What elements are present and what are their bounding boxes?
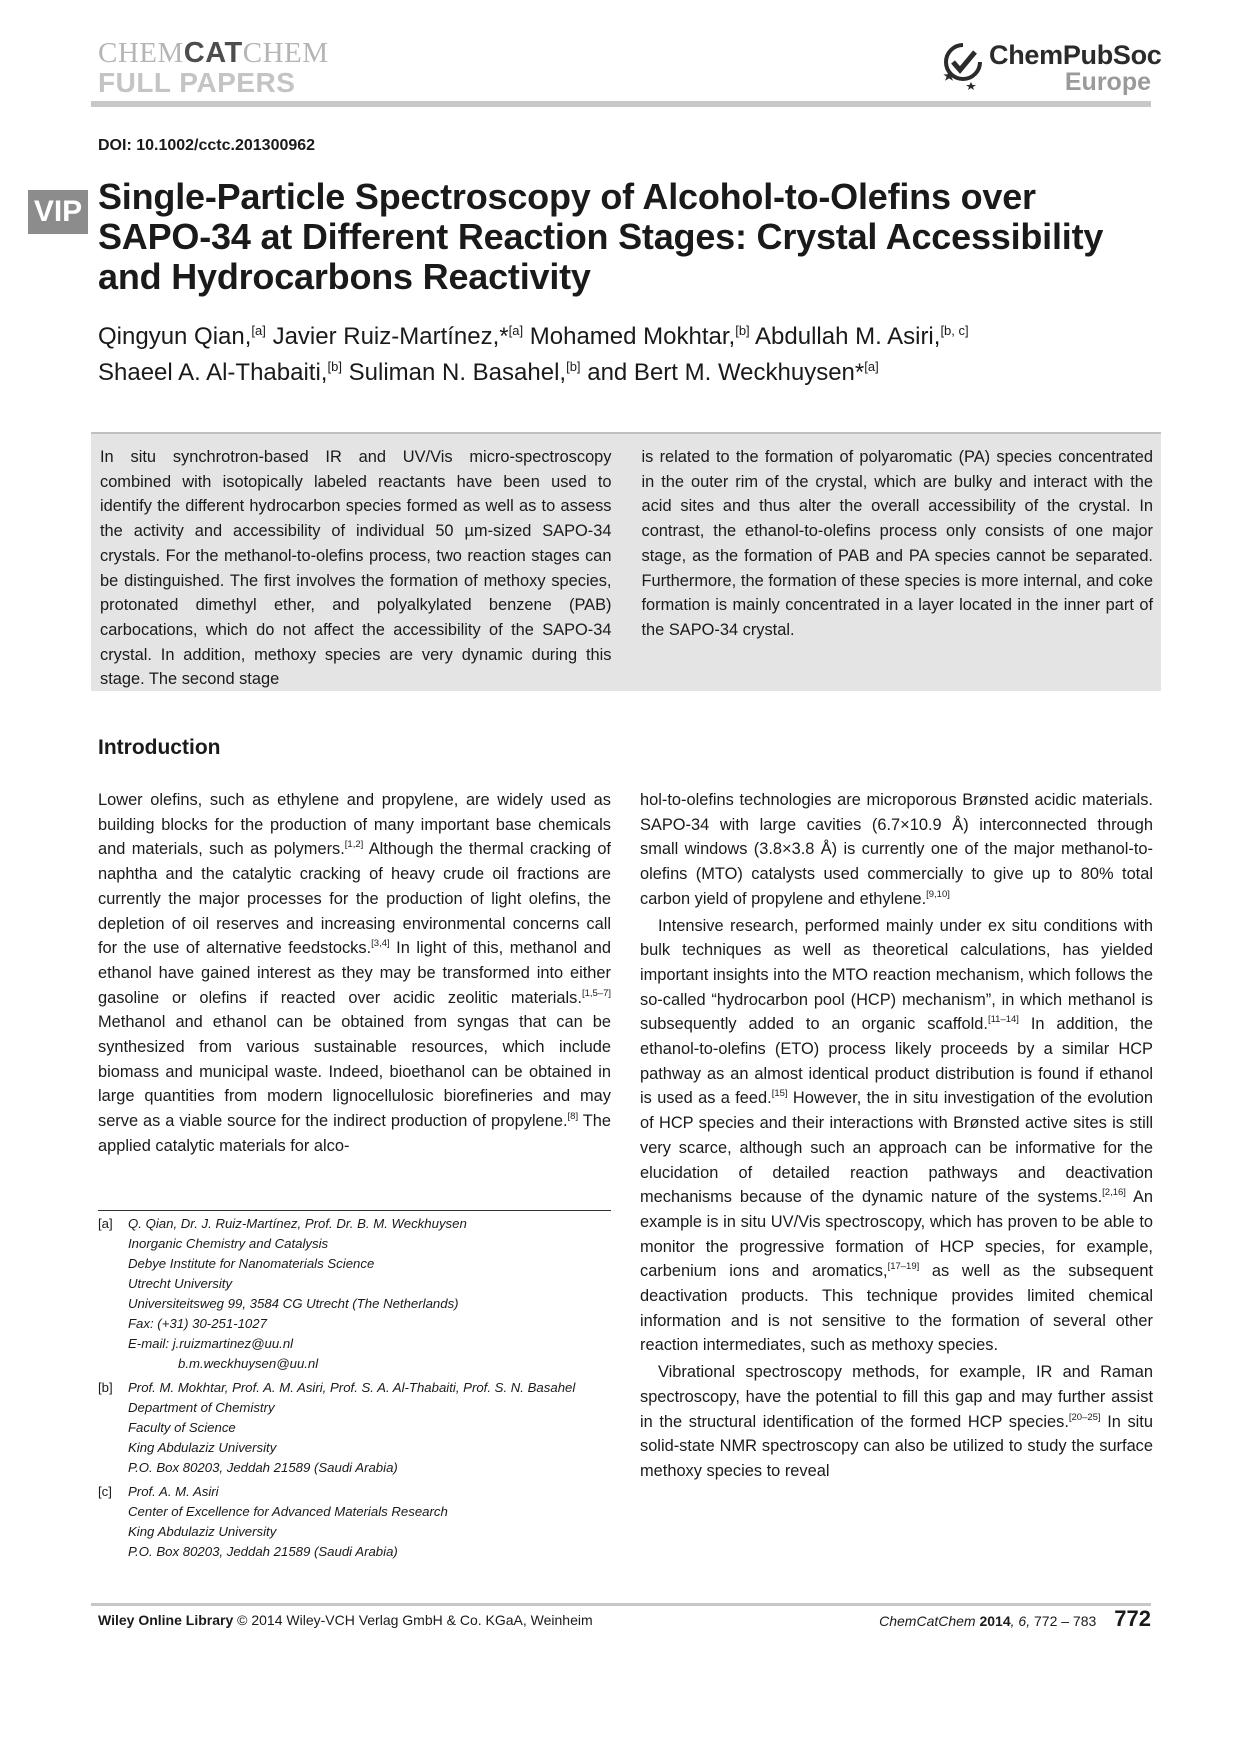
- author-affiliation-ref: [b]: [327, 359, 342, 374]
- affiliation-tag: [c]: [98, 1484, 112, 1499]
- affiliation-line: Fax: (+31) 30-251-1027: [128, 1316, 267, 1331]
- publisher-region: Europe: [1064, 68, 1151, 96]
- author-affiliation-ref: [b]: [566, 359, 581, 374]
- affiliation: [98, 1214, 611, 1374]
- author: and Bert M. Weckhuysen*[a]: [587, 359, 879, 386]
- author-list: [98, 316, 1158, 388]
- author-affiliation-ref: [b]: [735, 323, 750, 338]
- doi[interactable]: DOI: 10.1002/cctc.201300962: [98, 137, 316, 154]
- citation-ref[interactable]: [1,5–7]: [581, 987, 611, 999]
- publisher-logo: [941, 38, 1162, 96]
- affiliation-line: P.O. Box 80203, Jeddah 21589 (Saudi Arabia): [128, 1544, 398, 1559]
- email-link[interactable]: b.m.weckhuysen@uu.nl: [178, 1356, 319, 1371]
- affiliation-line: King Abdulaziz University: [128, 1440, 277, 1455]
- citation: ChemCatChem 2014, 6, 772 – 783: [879, 1613, 1097, 1629]
- affiliation: [98, 1482, 611, 1562]
- vip-badge: VIP: [28, 190, 88, 234]
- citation-ref[interactable]: [15]: [771, 1088, 788, 1100]
- affiliation-line: Faculty of Science: [128, 1420, 236, 1435]
- affiliation-line: Utrecht University: [128, 1276, 233, 1291]
- author-affiliation-ref: [a]: [864, 359, 879, 374]
- section-type: FULL PAPERS: [98, 67, 296, 98]
- affiliation-line: Center of Excellence for Advanced Materials Research: [128, 1504, 448, 1519]
- citation-ref[interactable]: [9,10]: [926, 888, 950, 900]
- footer-citation: [879, 1606, 1151, 1632]
- affiliation-line: King Abdulaziz University: [128, 1524, 277, 1539]
- article-title: Single-Particle Spectroscopy of Alcohol-to-Olefins over SAPO-34 at Different Reaction Stages: Crystal Accessibility and Hydrocarbons Reactivity: [98, 176, 1104, 297]
- section-heading: Introduction: [98, 736, 221, 759]
- affiliation: [98, 1378, 611, 1478]
- copyright: © 2014 Wiley-VCH Verlag GmbH & Co. KGaA, Weinheim: [233, 1612, 593, 1628]
- affiliation-tag: [b]: [98, 1380, 113, 1395]
- citation-ref[interactable]: [20–25]: [1068, 1411, 1101, 1423]
- author: Suliman N. Basahel,[b]: [348, 359, 581, 386]
- author: Abdullah M. Asiri,[b, c]: [755, 323, 969, 350]
- affiliation-line: Department of Chemistry: [128, 1400, 275, 1415]
- abstract-left: In situ synchrotron-based IR and UV/Vis micro-spectroscopy combined with isotopically labeled reactants have been used to identify the different hydrocarbon species formed as well as to assess the activity and accessibility of individual 50 µm-sized SAPO-34 crystals. For the methanol-to-olefins process, two reaction stages can be distinguished. The first involves the formation of methoxy species, protonated dimethyl ether, and polyalkylated benzene (PAB) carbocations, which do not affect the accessibility of the SAPO-34 crystal. In addition, methoxy species are very dynamic during this stage. The second stage: [100, 448, 612, 689]
- citation-ref[interactable]: [1,2]: [344, 839, 364, 851]
- journal-name: CHEMCATCHEM: [98, 37, 329, 69]
- affiliation-line[interactable]: E-mail: j.ruizmartinez@uu.nl: [128, 1336, 294, 1351]
- citation-ref[interactable]: [8]: [567, 1111, 579, 1123]
- abstract-right: is related to the formation of polyaromatic (PA) species concentrated in the outer rim of the crystal, which are bulky and interact with the acid sites and thus alter the overall accessibility of the crystal. In contrast, the ethanol-to-olefins process only consists of one major stage, as the formation of PAB and PA species cannot be separated. Furthermore, the formation of these species is more internal, and coke formation is mainly concentrated in a layer located in the inner part of the SAPO-34 crystal.: [641, 448, 1153, 639]
- affiliation-line: Q. Qian, Dr. J. Ruiz-Martínez, Prof. Dr. B. M. Weckhuysen: [128, 1216, 467, 1231]
- citation-ref[interactable]: [3,4]: [371, 938, 390, 950]
- intro-column-left: [98, 788, 611, 1161]
- affiliation-tag: [a]: [98, 1216, 113, 1231]
- paragraph: Lower olefins, such as ethylene and propylene, are widely used as building blocks for the production of many important base chemicals and materials, such as polymers.[1,2] Although the thermal cracking of naphtha and the catalytic cracking of heavy crude oil fractions are currently the major processes for the production of light olefins, the depletion of oil reserves and increasing environmental concerns call for the use of alternative feedstocks.[3,4] In light of this, methanol and ethanol have gained interest as they may be transformed into either gasoline or olefins if reacted over acidic zeolitic materials.[1,5–7] Methanol and ethanol can be obtained from syngas that can be synthesized from various sustainable resources, which include biomass and municipal waste. Indeed, bioethanol can be obtained in large quantities from modern lignocellulosic biorefineries and may serve as a viable source for the indirect production of propylene.[8] The applied catalytic materials for alco-: [98, 791, 611, 1155]
- wiley-online-library-link[interactable]: Wiley Online Library: [98, 1612, 234, 1628]
- publisher-star-icon: [941, 40, 987, 90]
- affiliation-line: Universiteitsweg 99, 3584 CG Utrecht (The Netherlands): [128, 1296, 459, 1311]
- intro-column-right: [640, 788, 1153, 1486]
- author: Javier Ruiz-Martínez,*[a]: [272, 323, 524, 350]
- author-affiliation-ref: [a]: [508, 323, 524, 338]
- author-affiliation-ref: [a]: [251, 323, 266, 338]
- citation-ref[interactable]: [17–19]: [887, 1261, 920, 1273]
- affiliation-line: Prof. A. M. Asiri: [128, 1484, 219, 1499]
- author-affiliation-ref: [b, c]: [940, 323, 969, 338]
- affiliation-line: Inorganic Chemistry and Catalysis: [128, 1236, 329, 1251]
- abstract-box: [91, 432, 1161, 691]
- author: Qingyun Qian,[a]: [98, 323, 266, 350]
- paragraph: Intensive research, performed mainly under ex situ conditions with bulk techniques as well as theoretical calculations, has yielded important insights into the MTO reaction mechanism, which follows the so-called “hydrocarbon pool (HCP) mechanism”, in which methanol is subsequently added to an organic scaffold.[11–14] In addition, the ethanol-to-olefins (ETO) process likely proceeds by a similar HCP pathway as an almost identical product distribution is found if ethanol is used as a feed.[15] However, the in situ investigation of the evolution of HCP species and their interactions with Brønsted active sites is still very scarce, although such an approach can be informative for the elucidation of detailed reaction pathways and deactivation mechanisms because of the dynamic nature of the systems.[2,16] An example is in situ UV/Vis spectroscopy, which has proven to be able to monitor the progressive formation of HCP species, for example, carbenium ions and aromatics,[17–19] as well as the subsequent deactivation products. This technique provides limited chemical information and is not sensitive to the formation of several other reaction intermediates, such as methoxy species.: [640, 916, 1154, 1355]
- author: Shaeel A. Al-Thabaiti,[b]: [98, 359, 342, 386]
- author: Mohamed Mokhtar,[b]: [529, 323, 750, 350]
- journal-header: [98, 38, 329, 98]
- affiliation-line: P.O. Box 80203, Jeddah 21589 (Saudi Arabia): [128, 1460, 398, 1475]
- footnote-divider: [98, 1210, 611, 1211]
- page-number: 772: [1114, 1606, 1151, 1631]
- header-divider: [91, 101, 1151, 107]
- affiliation-line: Prof. M. Mokhtar, Prof. A. M. Asiri, Prof. S. A. Al-Thabaiti, Prof. S. N. Basahel: [128, 1380, 576, 1395]
- publisher-name: ChemPubSoc: [989, 40, 1162, 70]
- affiliation-line: Debye Institute for Nanomaterials Science: [128, 1256, 375, 1271]
- affiliations: [98, 1214, 611, 1566]
- footer-publisher: [98, 1612, 593, 1628]
- paragraph: hol-to-olefins technologies are microporous Brønsted acidic materials. SAPO-34 with large cavities (6.7×10.9 Å) interconnected through small windows (3.8×3.8 Å) is currently one of the major methanol-to-olefins (MTO) catalysts used commercially to give up to 80% total carbon yield of propylene and ethylene.[9,10]: [640, 791, 1153, 908]
- paragraph: Vibrational spectroscopy methods, for example, IR and Raman spectroscopy, have the potential to fill this gap and may further assist in the structural identification of the formed HCP species.[20–25] In situ solid-state NMR spectroscopy can also be utilized to study the surface methoxy species to reveal: [640, 1363, 1153, 1480]
- citation-ref[interactable]: [2,16]: [1102, 1187, 1126, 1199]
- citation-ref[interactable]: [11–14]: [987, 1014, 1019, 1026]
